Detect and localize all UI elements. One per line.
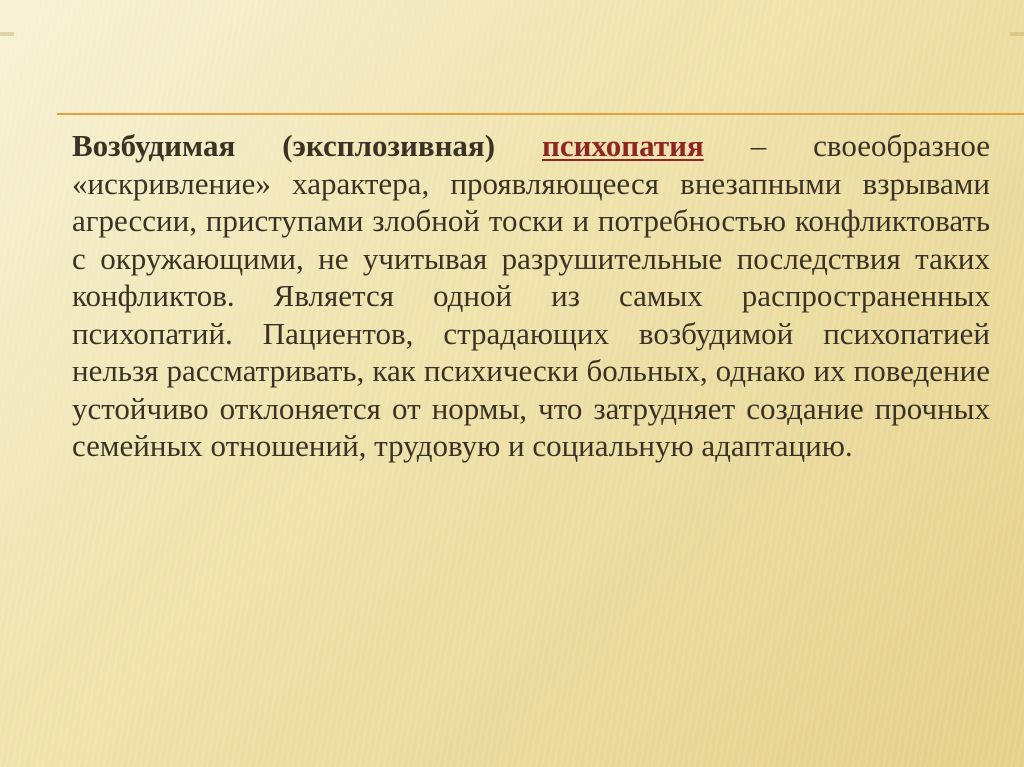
decorative-bar-right xyxy=(1010,32,1024,36)
slide-paragraph xyxy=(72,127,990,465)
paragraph-body: – своеобразное «искривление» характера, проявляющееся внезапными взрывами агрессии, приступами злобной тоски и потребностью конфликтовать с окружающими, не учитывая разрушительные последствия таких конфликтов. Является одной из самых распространенных психопатий. Пациентов, страдающих возбудимой психопатией нельзя рассматривать, как психически больных, однако их поведение устойчиво отклоняется от нормы, что затрудняет создание прочных семейных отношений, трудовую и социальную адаптацию. xyxy=(72,128,990,463)
term-link-psychopathy[interactable]: психопатия xyxy=(542,128,704,163)
accent-divider-line xyxy=(57,113,1024,115)
decorative-bar-left xyxy=(0,32,14,36)
term-lead: Возбудимая (эксплозивная) xyxy=(72,128,496,163)
